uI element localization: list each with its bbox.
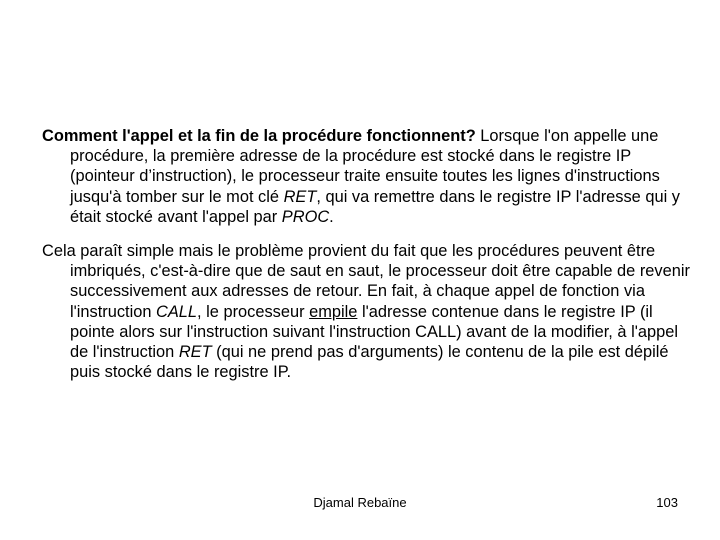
term-empile: empile — [309, 302, 358, 321]
paragraph-lead-question: Comment l'appel et la fin de la procédure fonctionnent? — [42, 127, 476, 145]
keyword-proc: PROC — [281, 207, 330, 226]
keyword-call: CALL — [156, 302, 198, 321]
keyword-ret: RET — [283, 187, 317, 206]
keyword-ret: RET — [178, 343, 212, 362]
paragraph-text: , qui va remettre dans le registre IP l'adresse qui y était stocké avant l'appel par — [70, 187, 680, 226]
footer-author: Djamal Rebaïne — [313, 495, 407, 510]
paragraph-nested-procedures — [42, 241, 692, 382]
paragraph-text: l'adresse contenue dans le registre IP (il pointe alors sur l'instruction suivant l'instruction CALL) avant de la modifier, à l'appel de l'instruction — [70, 302, 678, 362]
paragraph-text: Cela paraît simple mais le problème provient du fait que les procédures peuvent être imbriqués, c'est-à-dire que de saut en saut, le processeur doit être capable de revenir successivement aux adresses de retour. En fait, à chaque appel de fonction via l'instruction — [42, 242, 690, 321]
paragraph-text: , le processeur — [197, 302, 310, 321]
page-number: 103 — [656, 495, 678, 510]
paragraph-text: (qui ne prend pas d'arguments) le contenu de la pile est dépilé puis stocké dans le registre IP. — [70, 343, 669, 382]
paragraph-text: . — [329, 207, 334, 226]
paragraph-text: Lorsque l'on appelle une procédure, la première adresse de la procédure est stocké dans le registre IP (pointeur d’instruction), le processeur traite ensuite toutes les lignes d'instructions jusqu'à tomber sur le mot clé — [70, 127, 660, 206]
paragraph-procedure-call — [42, 126, 692, 227]
slide-body — [42, 126, 692, 382]
